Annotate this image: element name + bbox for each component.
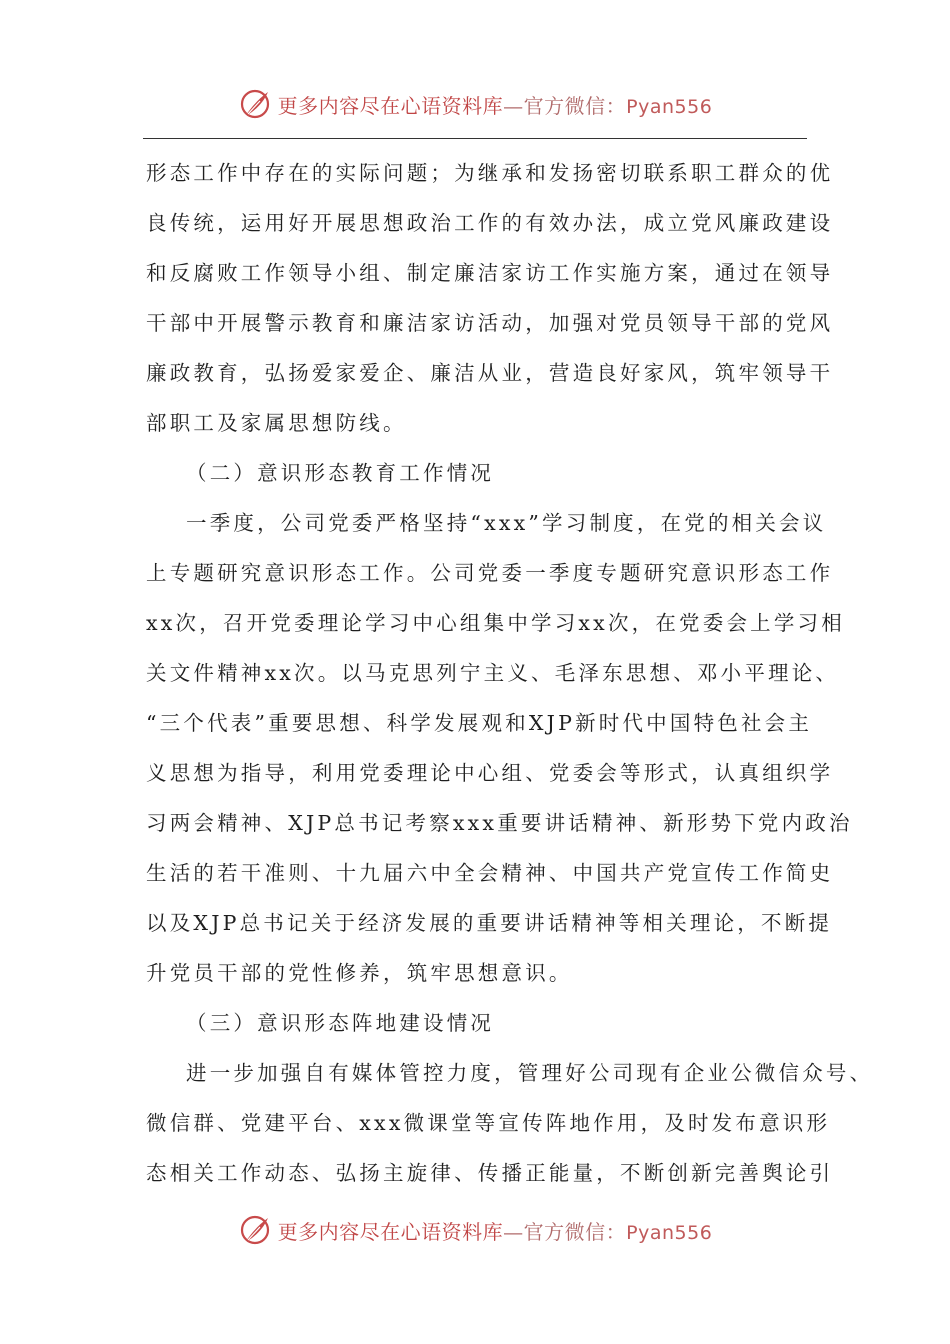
text-line: 习两会精神、XJP总书记考察xxx重要讲话精神、新形势下党内政治 bbox=[146, 811, 853, 835]
text-line: 以及XJP总书记关于经济发展的重要讲话精神等相关理论，不断提 bbox=[146, 911, 833, 935]
text-line: 干部中开展警示教育和廉洁家访活动，加强对党员领导干部的党风 bbox=[146, 311, 834, 335]
text-line: 进一步加强自有媒体管控力度，管理好公司现有企业公微信众号、 bbox=[186, 1061, 874, 1085]
footer-handle: Pyan556 bbox=[626, 1221, 713, 1244]
header-banner bbox=[0, 84, 950, 124]
header-banner-text bbox=[278, 90, 713, 119]
quill-logo-icon bbox=[238, 87, 272, 121]
text-line: 升党员干部的党性修养，筑牢思想意识。 bbox=[146, 961, 573, 985]
text-line: xx次，召开党委理论学习中心组集中学习xx次，在党委会上学习相 bbox=[146, 611, 845, 635]
footer-brand: 更多内容尽在心语资料库 bbox=[277, 1219, 504, 1244]
quill-logo-icon bbox=[238, 1213, 272, 1247]
text-line: 和反腐败工作领导小组、制定廉洁家访工作实施方案，通过在领导 bbox=[146, 261, 834, 285]
footer-banner-text bbox=[278, 1216, 713, 1245]
text-line: 一季度，公司党委严格坚持“xxx”学习制度，在党的相关会议 bbox=[186, 511, 827, 535]
text-line: 廉政教育，弘扬爱家爱企、廉洁从业，营造良好家风，筑牢领导干 bbox=[146, 361, 834, 385]
header-brand: 更多内容尽在心语资料库 bbox=[277, 93, 504, 118]
text-line: “三个代表”重要思想、科学发展观和XJP新时代中国特色社会主 bbox=[146, 711, 813, 735]
text-line: 生活的若干准则、十九届六中全会精神、中国共产党宣传工作简史 bbox=[146, 861, 834, 885]
text-line: 部职工及家属思想防线。 bbox=[146, 411, 407, 435]
header-label: 官方微信： bbox=[523, 93, 627, 118]
text-line: 关文件精神xx次。以马克思列宁主义、毛泽东思想、邓小平理论、 bbox=[146, 661, 840, 685]
header-divider bbox=[143, 138, 807, 139]
text-line: 义思想为指导，利用党委理论中心组、党委会等形式，认真组织学 bbox=[146, 761, 834, 785]
footer-label: 官方微信： bbox=[523, 1219, 627, 1244]
text-line: 上专题研究意识形态工作。公司党委一季度专题研究意识形态工作 bbox=[146, 561, 834, 585]
text-line: （二）意识形态教育工作情况 bbox=[186, 461, 495, 485]
footer-dash: — bbox=[503, 1219, 524, 1244]
header-handle: Pyan556 bbox=[626, 95, 713, 118]
text-line: 态相关工作动态、弘扬主旋律、传播正能量，不断创新完善舆论引 bbox=[146, 1161, 834, 1185]
header-dash: — bbox=[503, 93, 524, 118]
body-text bbox=[146, 148, 874, 1198]
text-line: 良传统，运用好开展思想政治工作的有效办法，成立党风廉政建设 bbox=[146, 211, 834, 235]
text-line: （三）意识形态阵地建设情况 bbox=[186, 1011, 495, 1035]
footer-banner bbox=[0, 1210, 950, 1250]
text-line: 微信群、党建平台、xxx微课堂等宣传阵地作用，及时发布意识形 bbox=[146, 1111, 831, 1135]
text-line: 形态工作中存在的实际问题；为继承和发扬密切联系职工群众的优 bbox=[146, 161, 834, 185]
